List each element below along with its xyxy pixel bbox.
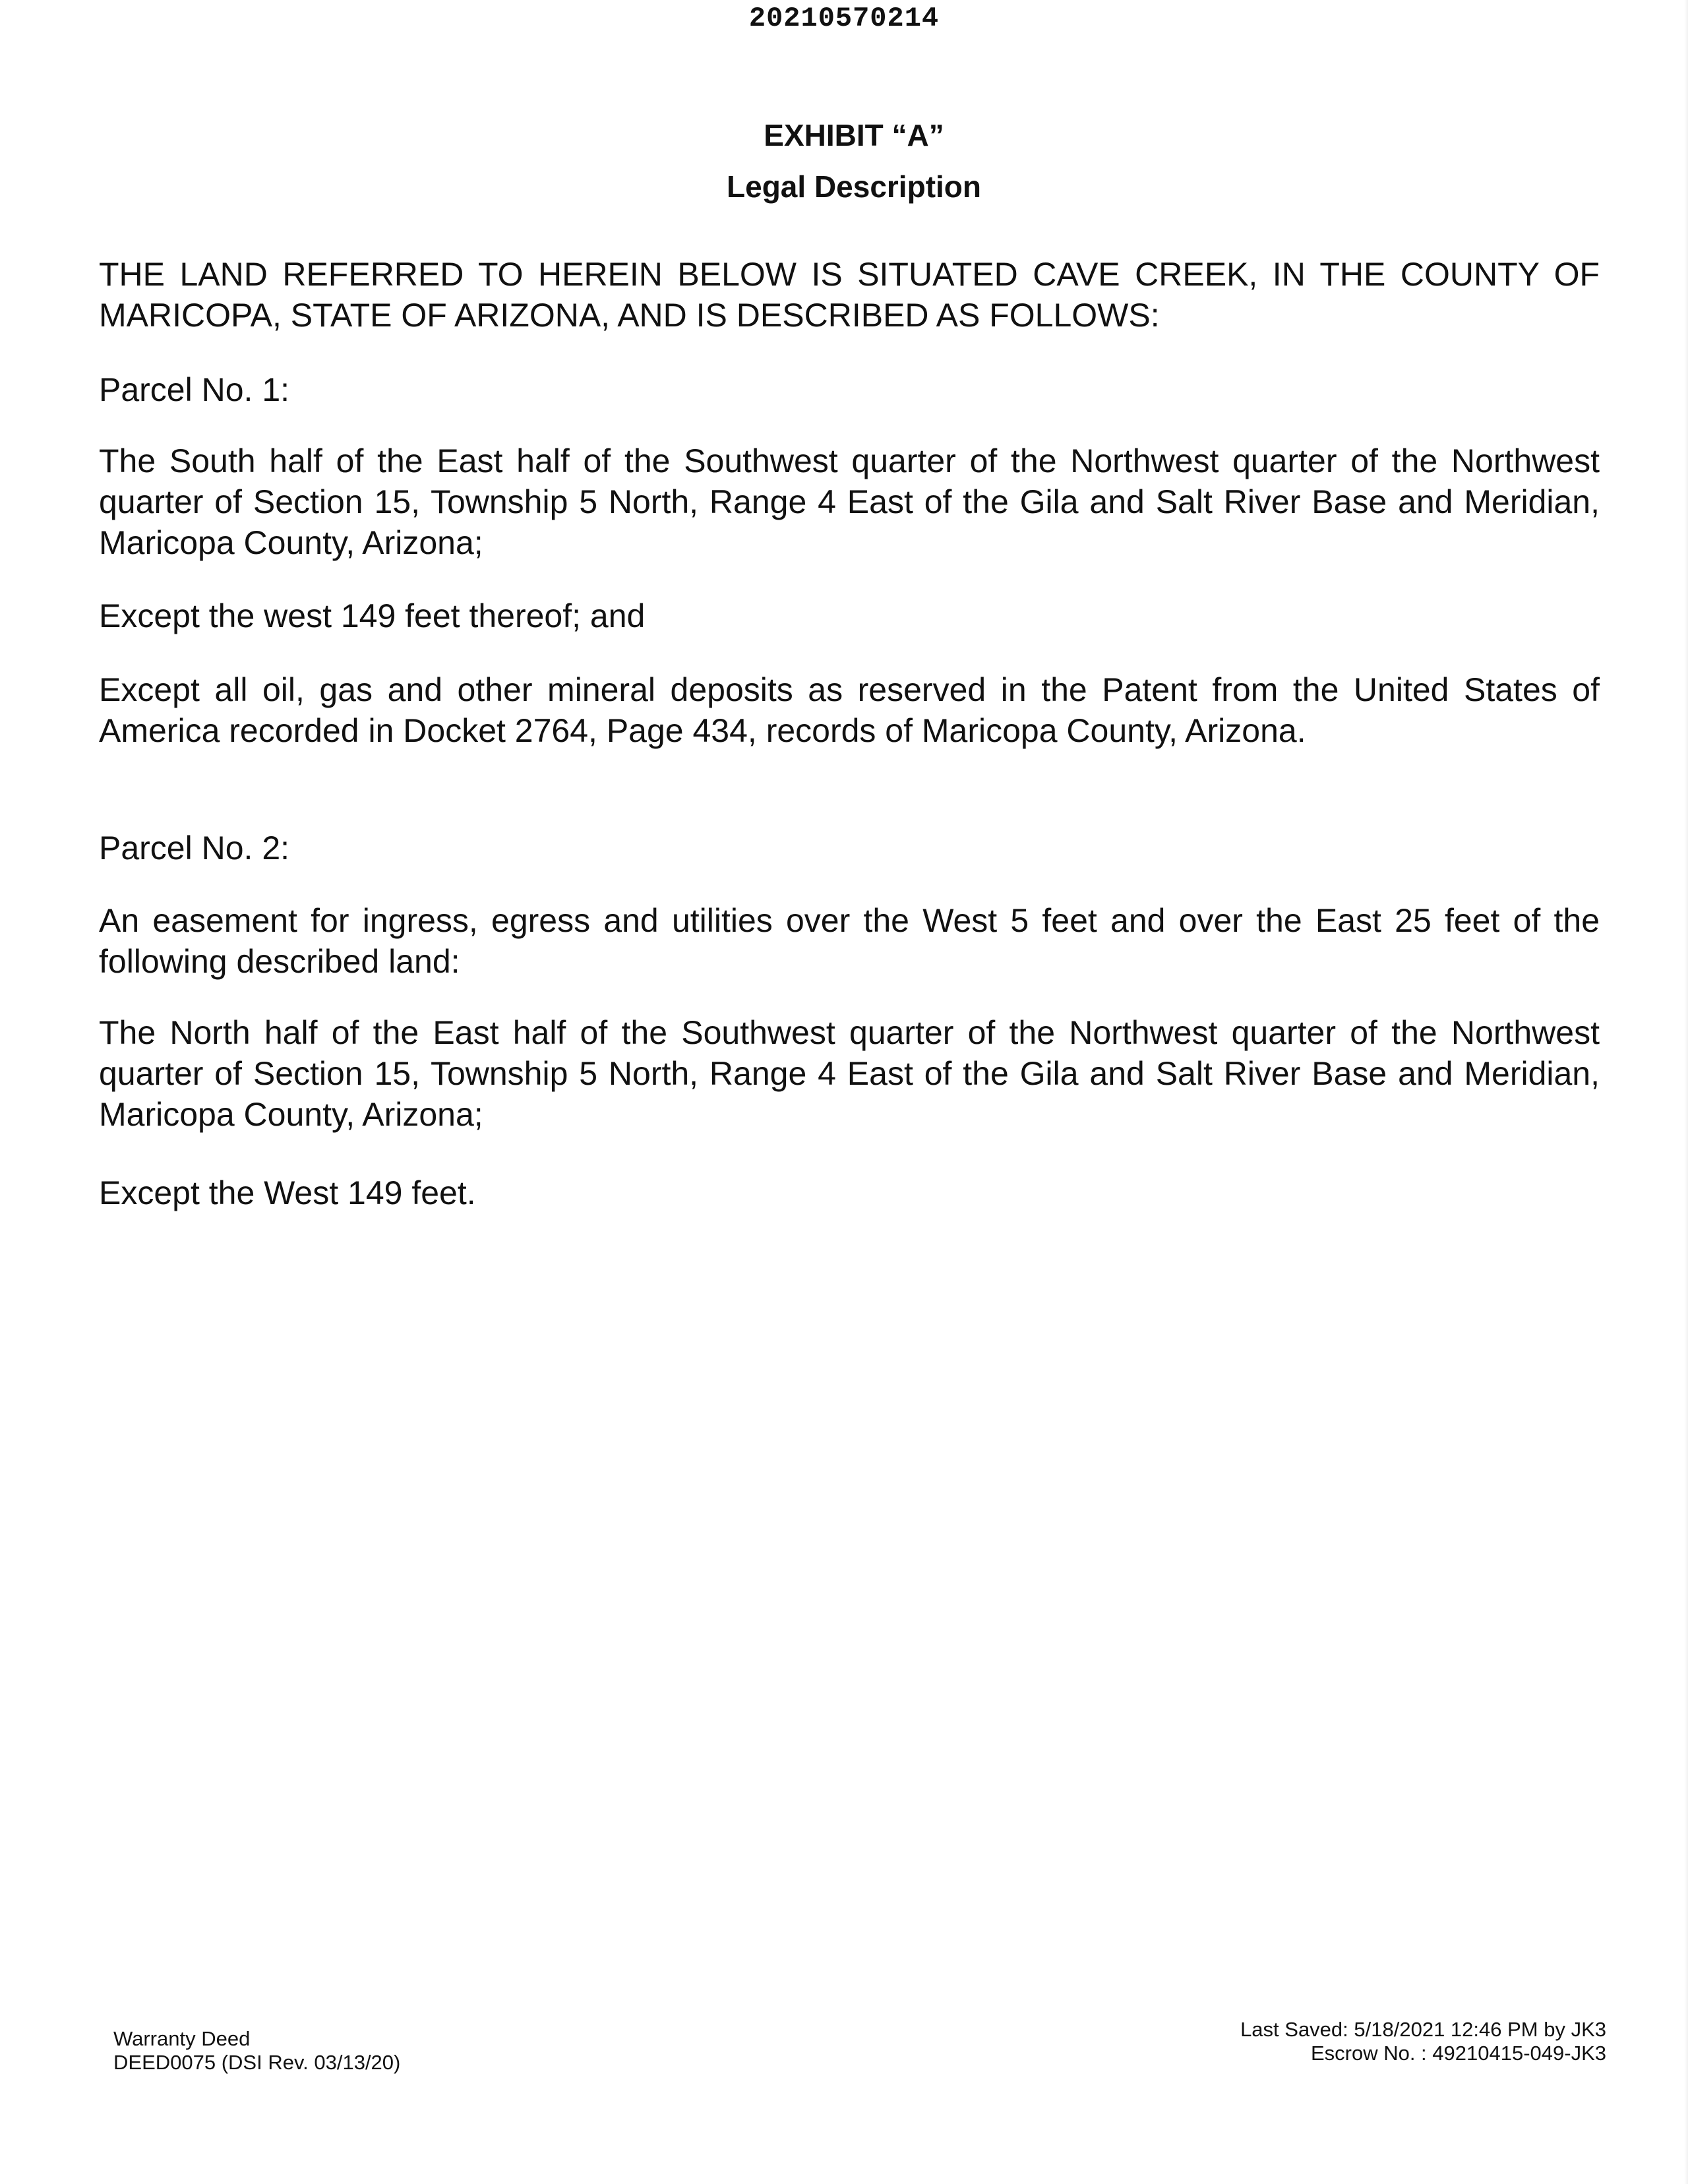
footer-left <box>113 2027 400 2075</box>
exhibit-subtitle: Legal Description <box>727 169 981 204</box>
parcel-2-easement: An easement for ingress, egress and utilities over the West 5 feet and over the East 25 feet of the following described land: <box>99 902 1600 980</box>
parcel-2-exception: Except the West 149 feet. <box>99 1174 476 1211</box>
parcel-2-description: The North half of the East half of the Southwest quarter of the Northwest quarter of the Northwest quarter of Section 15, Township 5 North, Range 4 East of the Gila and Salt River Base and Meridian, Maricopa County, Arizona; <box>99 1014 1600 1133</box>
parcel-2-heading: Parcel No. 2: <box>99 830 290 866</box>
last-saved: Last Saved: 5/18/2021 12:46 PM by JK3 <box>1240 2018 1606 2041</box>
recording-number: 20210570214 <box>748 3 940 34</box>
escrow-number: Escrow No. : 49210415-049-JK3 <box>1310 2042 1606 2065</box>
parcel-1-description: The South half of the East half of the Southwest quarter of the Northwest quarter of the Northwest quarter of Section 15, Township 5 North, Range 4 East of the Gila and Salt River Base and Meridian, Maricopa County, Arizona; <box>99 442 1600 561</box>
parcel-1-exception-minerals: Except all oil, gas and other mineral deposits as reserved in the Patent from the United States of America recorded in Docket 2764, Page 434, records of Maricopa County, Arizona. <box>99 671 1600 749</box>
parcel-1-exception-west: Except the west 149 feet thereof; and <box>99 597 646 634</box>
document-type: Warranty Deed <box>113 2027 251 2050</box>
scan-edge <box>1684 0 1688 2184</box>
intro-paragraph: THE LAND REFERRED TO HEREIN BELOW IS SITUATED CAVE CREEK, IN THE COUNTY OF MARICOPA, STATE OF ARIZONA, AND IS DESCRIBED AS FOLLOWS: <box>99 256 1600 334</box>
exhibit-title: EXHIBIT “A” <box>764 118 944 152</box>
parcel-1-heading: Parcel No. 1: <box>99 371 290 408</box>
footer-right <box>1240 2018 1606 2065</box>
form-id: DEED0075 (DSI Rev. 03/13/20) <box>113 2051 401 2074</box>
